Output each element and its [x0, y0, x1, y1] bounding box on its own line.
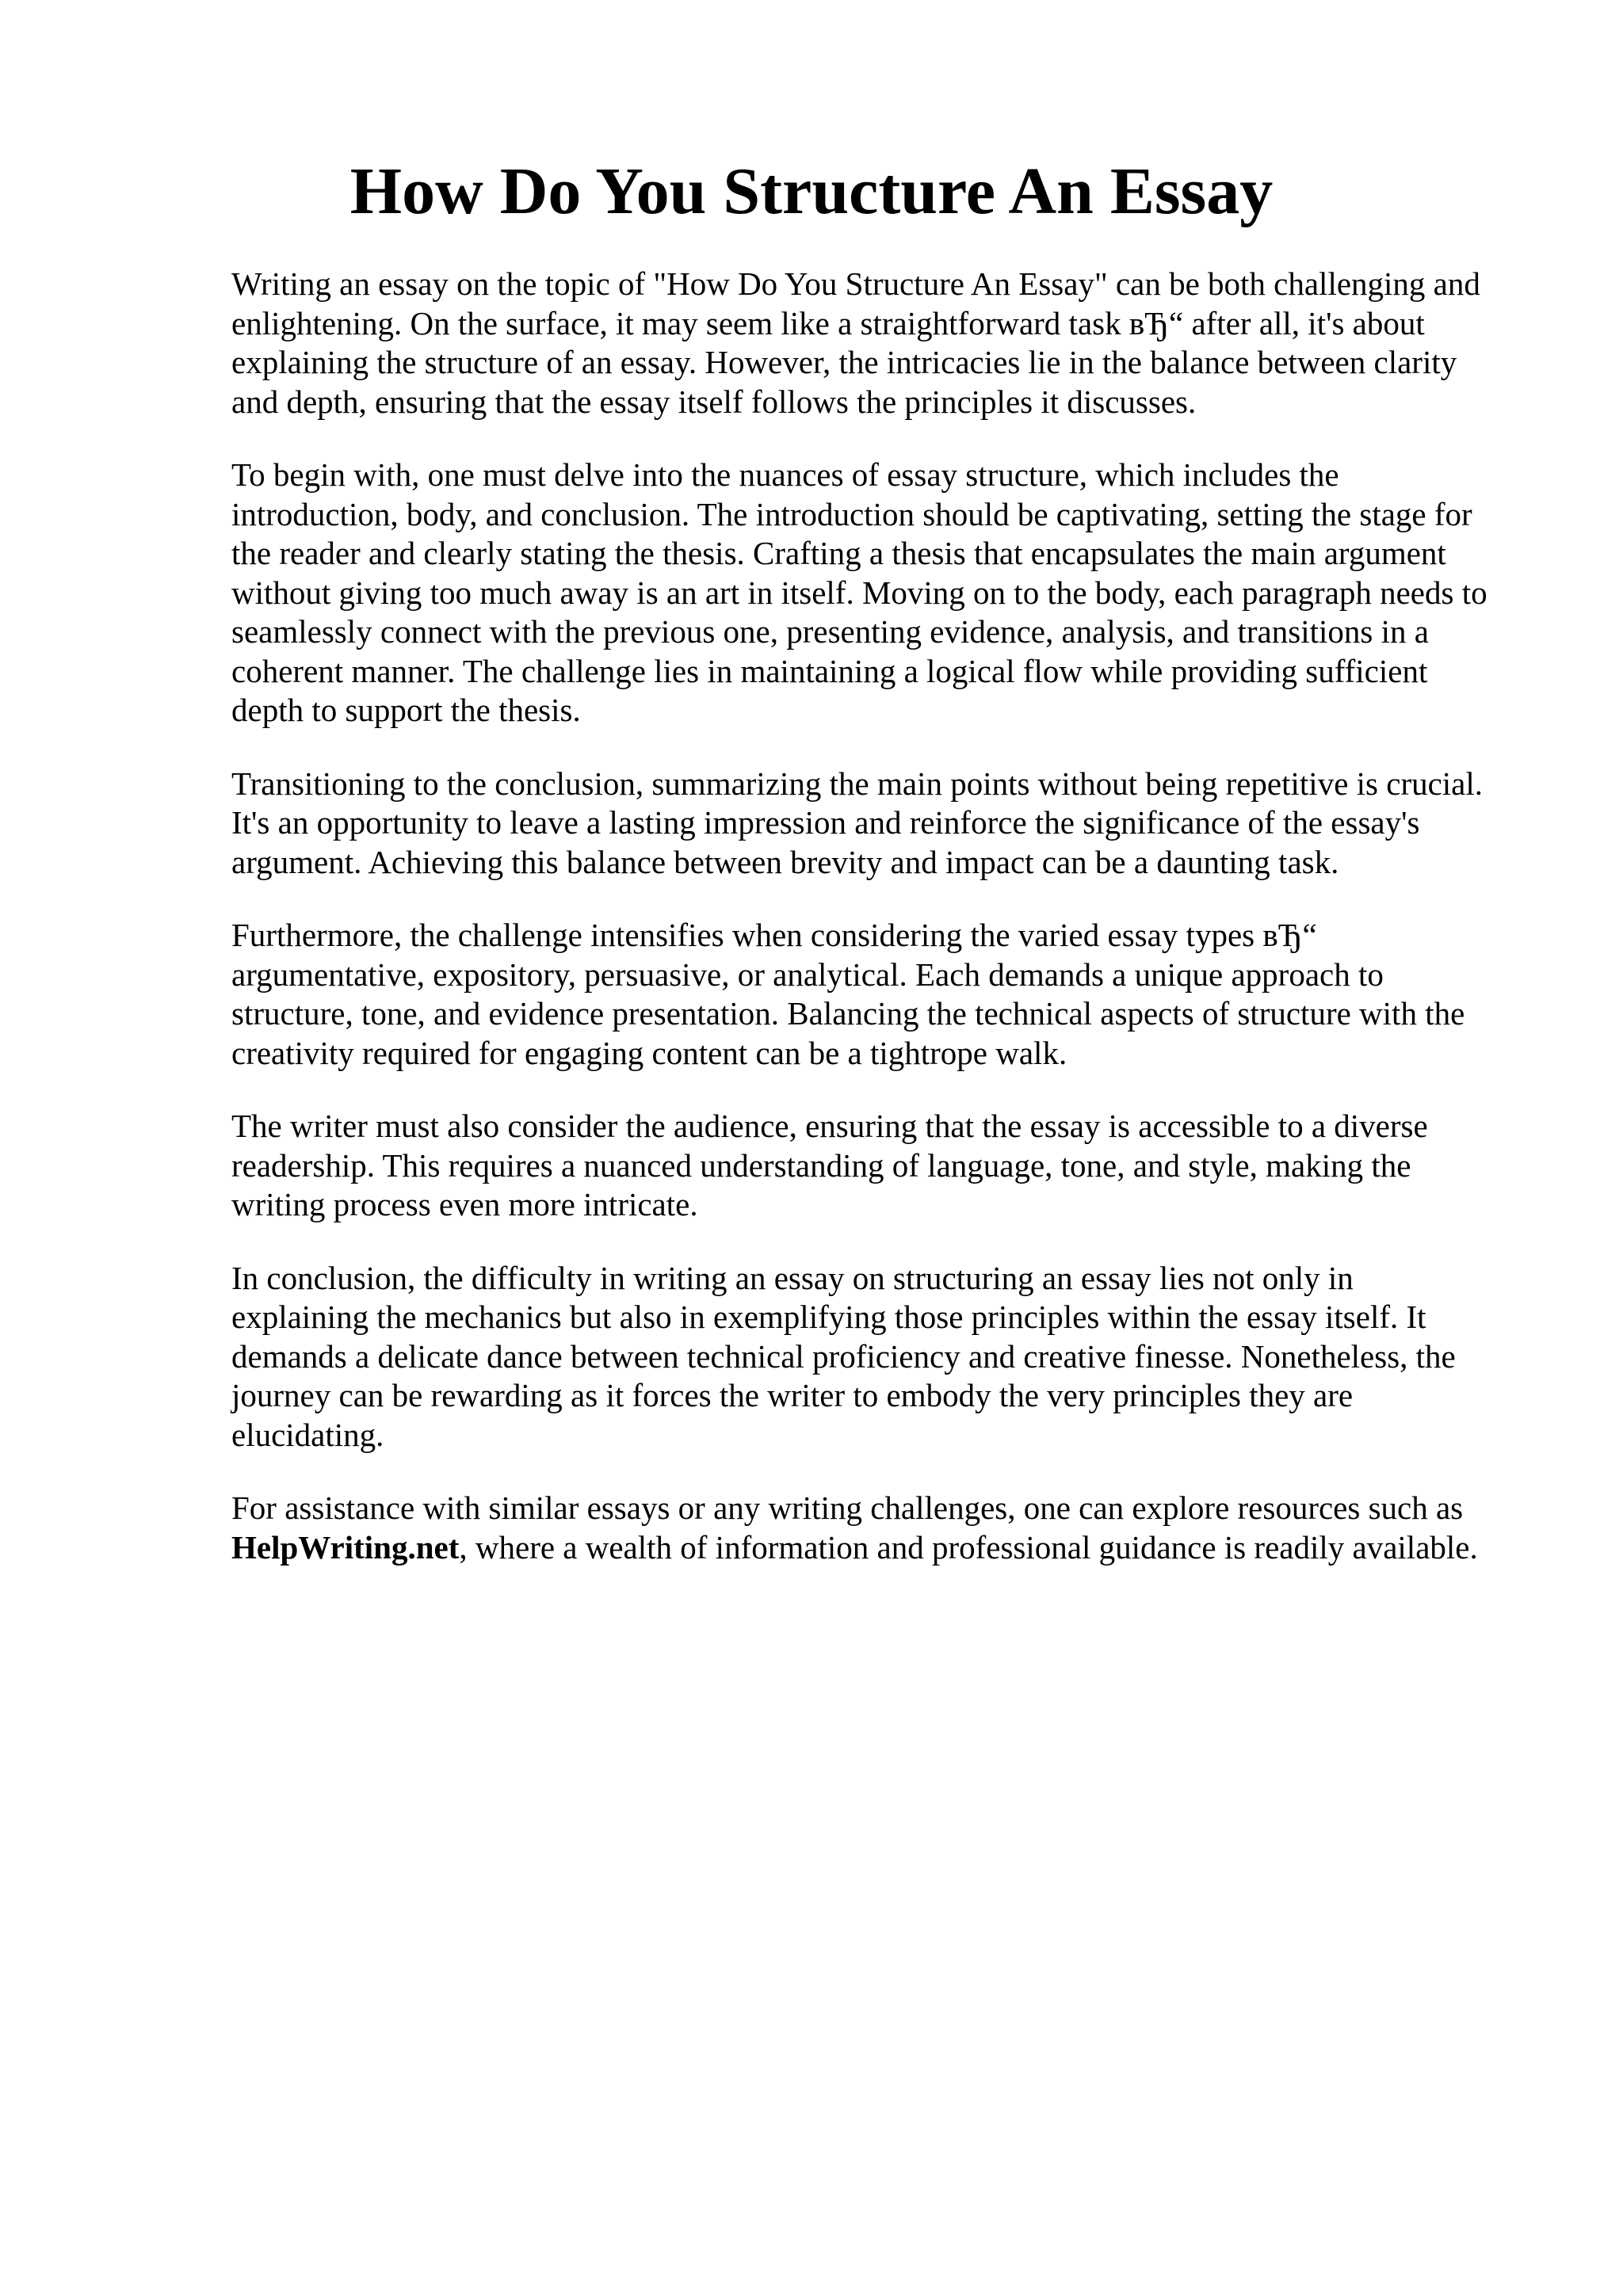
document-title: How Do You Structure An Essay	[349, 154, 1274, 228]
paragraph-line: Writing an essay on the topic of "How Do You Structure An Essay" can be both challenging and	[231, 265, 1480, 302]
paragraph-6	[231, 1259, 1531, 1455]
closing-paragraph	[231, 1489, 1531, 1567]
paragraph-line: the reader and clearly stating the thesis. Crafting a thesis that encapsulates the main argument	[231, 535, 1446, 571]
paragraph-line: To begin with, one must delve into the nuances of essay structure, which includes the	[231, 456, 1339, 493]
paragraph-line: The writer must also consider the audience, ensuring that the essay is accessible to a diverse	[231, 1108, 1428, 1144]
paragraph-line: explaining the structure of an essay. However, the intricacies lie in the balance between clarity	[231, 344, 1457, 380]
document-body	[231, 265, 1531, 1601]
paragraph-line: For assistance with similar essays or any writing challenges, one can explore resources such as	[231, 1489, 1464, 1526]
paragraph-1	[231, 265, 1531, 421]
paragraph-line: depth to support the thesis.	[231, 692, 581, 728]
paragraph-line: argument. Achieving this balance between brevity and impact can be a daunting task.	[231, 843, 1339, 880]
paragraph-line: journey can be rewarding as it forces the writer to embody the very principles they are	[231, 1377, 1354, 1413]
paragraph-line: demands a delicate dance between technical proficiency and creative finesse. Nonetheless, the	[231, 1337, 1456, 1375]
paragraph-3	[231, 765, 1531, 883]
paragraph-line: explaining the mechanics but also in exemplifying those principles within the essay itself. It	[231, 1299, 1426, 1335]
paragraph-line: introduction, body, and conclusion. The introduction should be captivating, setting the stage for	[231, 495, 1472, 532]
paragraph-line: argumentative, expository, persuasive, or analytical. Each demands a unique approach to	[231, 955, 1384, 993]
helpwriting-link[interactable]: HelpWriting.net	[231, 1528, 460, 1566]
paragraph-line: coherent manner. The challenge lies in maintaining a logical flow while providing sufficient	[231, 652, 1428, 689]
paragraph-line: writing process even more intricate.	[231, 1186, 698, 1222]
paragraph-line: structure, tone, and evidence presentation. Balancing the technical aspects of structure with the	[231, 995, 1465, 1032]
closing-text: , where a wealth of information and professional guidance is readily available.	[459, 1528, 1478, 1566]
paragraph-line: readership. This requires a nuanced understanding of language, tone, and style, making the	[231, 1146, 1411, 1184]
paragraph-line: creativity required for engaging content can be a tightrope walk.	[231, 1034, 1067, 1071]
paragraph-line: and depth, ensuring that the essay itself follows the principles it discusses.	[231, 383, 1197, 420]
paragraph-2	[231, 456, 1531, 730]
paragraph-line: enlightening. On the surface, it may seem like a straightforward task вЂ“ after all, it's about	[231, 304, 1425, 341]
paragraph-line: Transitioning to the conclusion, summarizing the main points without being repetitive is crucial.	[231, 765, 1484, 802]
paragraph-line: In conclusion, the difficulty in writing an essay on structuring an essay lies not only in	[231, 1259, 1354, 1296]
paragraph-line: elucidating.	[231, 1416, 384, 1453]
paragraph-line: without giving too much away is an art in itself. Moving on to the body, each paragraph needs to	[231, 574, 1487, 611]
paragraph-line: Furthermore, the challenge intensifies when considering the varied essay types вЂ“	[231, 917, 1317, 953]
paragraph-4	[231, 916, 1531, 1073]
paragraph-5	[231, 1107, 1531, 1225]
paragraph-line: It's an opportunity to leave a lasting impression and reinforce the significance of the essay's	[231, 804, 1420, 841]
paragraph-line	[231, 1528, 1531, 1568]
paragraph-line: seamlessly connect with the previous one, presenting evidence, analysis, and transitions in a	[231, 613, 1429, 650]
